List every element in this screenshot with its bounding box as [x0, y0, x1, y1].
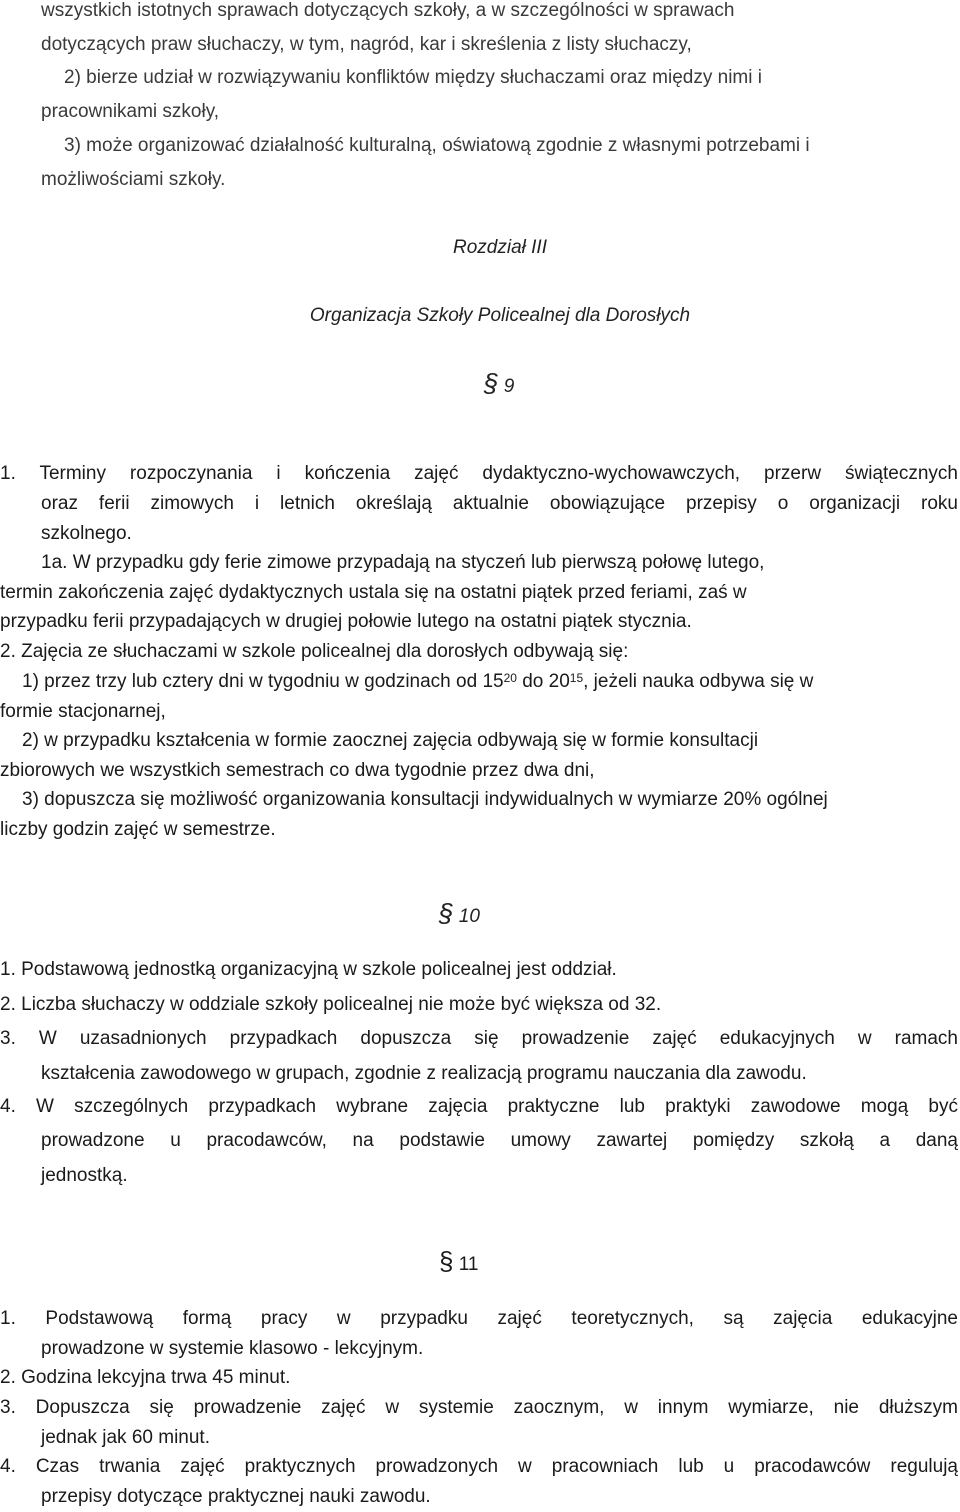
text-fragment: 1) przez trzy lub cztery dni w tygodniu w godzinach od 15 [22, 671, 504, 692]
paragraph-line: przypadku ferii przypadających w drugiej połowie lutego na ostatni piątek stycznia. [0, 611, 692, 632]
paragraph-line: 2) w przypadku kształcenia w formie zaocznej zajęcia odbywają się w formie konsultacji [22, 730, 759, 751]
paragraph-line: zbiorowych we wszystkich semestrach co dwa tygodnie przez dwa dni, [0, 760, 595, 781]
section-number: 11 [458, 1254, 479, 1275]
paragraph-line: formie stacjonarnej, [0, 701, 166, 722]
list-item: 1. Podstawową jednostką organizacyjną w szkole policealnej jest oddział. [0, 959, 617, 980]
section-number: 9 [503, 376, 515, 397]
text-fragment: do 20 [516, 671, 570, 692]
text-line: 2) bierze udział w rozwiązywaniu konfliktów między słuchaczami oraz między nimi i [64, 67, 762, 88]
paragraph-line: 2. Zajęcia ze słuchaczami w szkole policealnej dla dorosłych odbywają się: [0, 641, 629, 662]
list-item: 1. Podstawową formą pracy w przypadku zajęć teoretycznych, są zajęcia edukacyjne [0, 1308, 958, 1329]
chapter-title: Rozdział III [453, 237, 547, 258]
paragraph-line: oraz ferii zimowych i letnich określają aktualnie obowiązujące przepisy o organizacji roku [41, 493, 958, 514]
paragraph-line [22, 667, 813, 697]
paragraph-line: 3) dopuszcza się możliwość organizowania konsultacji indywidualnych w wymiarze 20% ogólnej [22, 789, 828, 810]
list-item-cont: prowadzone w systemie klasowo - lekcyjnym. [41, 1338, 424, 1359]
section-sign: § [439, 898, 454, 928]
paragraph-line: liczby godzin zajęć w semestrze. [0, 819, 276, 840]
list-item-cont: jednostką. [41, 1165, 128, 1186]
paragraph-line: szkolnego. [41, 523, 132, 544]
paragraph-line: 1. Terminy rozpoczynania i kończenia zajęć dydaktyczno-wychowawczych, przerw świątecznych [0, 463, 958, 484]
section-sign: § [484, 368, 499, 398]
superscript: 15 [569, 671, 584, 685]
list-item-cont: kształcenia zawodowego w grupach, zgodnie z realizacją programu nauczania dla zawodu. [41, 1063, 807, 1084]
list-item: 4. W szczególnych przypadkach wybrane zajęcia praktyczne lub praktyki zawodowe mogą być [0, 1096, 958, 1117]
list-item-cont: przepisy dotyczące praktycznej nauki zawodu. [41, 1486, 431, 1507]
text-line: dotyczących praw słuchaczy, w tym, nagród, kar i skreślenia z listy słuchaczy, [41, 34, 692, 55]
section-11-heading [439, 1246, 478, 1280]
paragraph-line: 1a. W przypadku gdy ferie zimowe przypadają na styczeń lub pierwszą połowę lutego, [41, 552, 765, 573]
list-item-cont: prowadzone u pracodawców, na podstawie umowy zawartej pomiędzy szkołą a daną [41, 1130, 958, 1151]
list-item: 2. Godzina lekcyjna trwa 45 minut. [0, 1367, 291, 1388]
list-item: 2. Liczba słuchaczy w oddziale szkoły policealnej nie może być większa od 32. [0, 994, 662, 1015]
list-item: 4. Czas trwania zajęć praktycznych prowadzonych w pracowniach lub u pracodawców regulują [0, 1456, 958, 1477]
text-fragment: , jeżeli nauka odbywa się w [583, 671, 814, 692]
text-line: wszystkich istotnych sprawach dotyczących szkoły, a w szczególności w sprawach [41, 0, 735, 21]
text-line: możliwościami szkoły. [41, 169, 226, 190]
section-sign: § [439, 1246, 454, 1276]
list-item-cont: jednak jak 60 minut. [41, 1427, 210, 1448]
text-line: 3) może organizować działalność kulturalną, oświatową zgodnie z własnymi potrzebami i [64, 135, 810, 156]
text-line: pracownikami szkoły, [41, 101, 220, 122]
section-9-heading [484, 368, 514, 402]
chapter-subtitle: Organizacja Szkoły Policealnej dla Dorosłych [309, 305, 691, 326]
list-item: 3. W uzasadnionych przypadkach dopuszcza się prowadzenie zajęć edukacyjnych w ramach [0, 1028, 958, 1049]
paragraph-line: termin zakończenia zajęć dydaktycznych ustala się na ostatni piątek przed feriami, zaś w [0, 582, 747, 603]
section-10-heading [439, 898, 480, 932]
list-item: 3. Dopuszcza się prowadzenie zajęć w systemie zaocznym, w innym wymiarze, nie dłuższym [0, 1397, 958, 1418]
section-number: 10 [458, 906, 480, 927]
superscript: 20 [503, 671, 517, 685]
